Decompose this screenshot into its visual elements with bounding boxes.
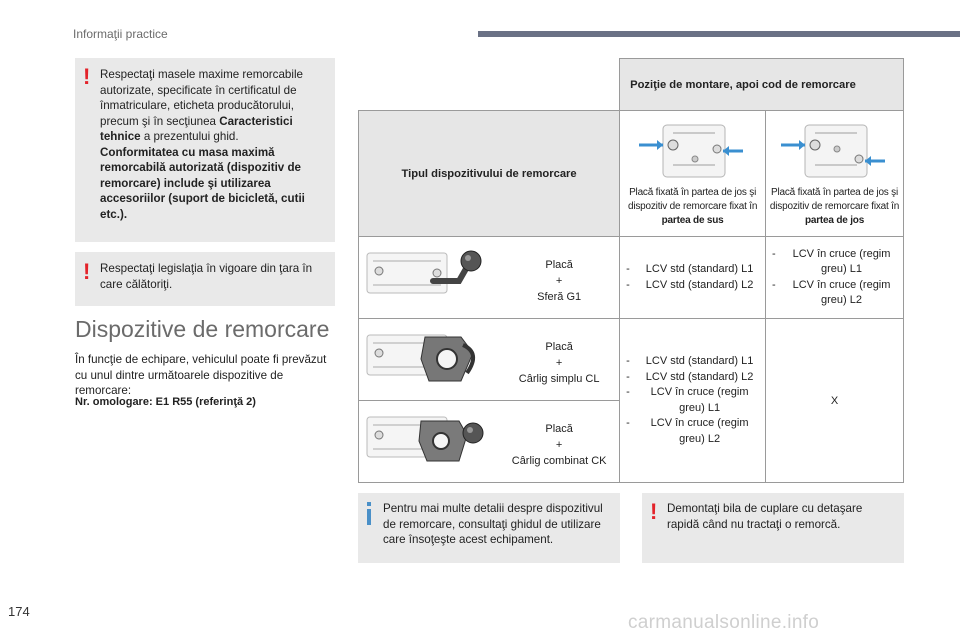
- tow-ball-icon: [363, 241, 493, 313]
- mount-top-diagram-icon: [633, 119, 753, 183]
- warning-icon: !: [83, 64, 91, 89]
- towing-device-table: [358, 58, 904, 483]
- mount-bottom-cell: [766, 111, 904, 237]
- mount-position-header: Poziţie de montare, apoi cod de remorcare: [620, 59, 904, 111]
- section-intro: În funcţie de echipare, vehiculul poate fi prevăzut cu unul dintre următoarele dispozitive de remorcare:: [75, 353, 327, 397]
- warning-text: Respectaţi legislaţia în vigoare din ţara în care călătoriţi.: [100, 262, 313, 291]
- homologation-number: Nr. omologare: E1 R55 (referinţă 2): [75, 396, 256, 408]
- mount-top-cell: [620, 111, 766, 237]
- info-box-details: [358, 493, 620, 563]
- row-ball-bottom-list: - LCV în cruce (regim greu) L1 - LCV în cruce (regim greu) L2: [766, 237, 904, 319]
- combined-hook-icon: [363, 405, 493, 477]
- info-icon: [367, 509, 371, 525]
- warning-icon: !: [83, 259, 91, 284]
- warning-text: Respectaţi masele maxime remorcabile autorizate, specificate în certificatul de înmatriculare, eticheta producătorului, precum şi în secţiunea Caracteristici tehnice a prezentului ghid.: [100, 68, 303, 143]
- mount-bottom-diagram-icon: [775, 119, 895, 183]
- mount-top-caption: Placă fixată în partea de jos şi dispozitiv de remorcare fixat în partea de sus: [627, 187, 758, 226]
- device-type-header: Tipul dispozitivului de remorcare: [359, 111, 620, 237]
- device-row-ball: Placă + Sferă G1: [359, 237, 620, 319]
- row-ball-top-list: - LCV std (standard) L1 - LCV std (standard) L2: [620, 237, 766, 319]
- watermark: carmanualsonline.info: [628, 612, 820, 633]
- warning-icon: !: [650, 499, 658, 524]
- warning-box-tow-ball: [642, 493, 904, 563]
- page-number: 174: [8, 604, 30, 619]
- warning-box-masses: [75, 58, 335, 242]
- simple-hook-icon: [363, 323, 493, 395]
- device-row-simple-hook: Placă + Cârlig simplu CL: [359, 319, 620, 401]
- warning-text: Demontaţi bila de cuplare cu detaşare rapidă când nu tractaţi o remorcă.: [667, 502, 863, 531]
- rows-hook-top-list: - LCV std (standard) L1 - LCV std (standard) L2 - LCV în cruce (regim greu) L1 - LCV în cruce (regim greu) L2: [620, 319, 766, 483]
- info-text: Pentru mai multe detalii despre dispozitivul de remorcare, consultaţi ghidul de utilizare care însoţeşte acest echipament.: [383, 502, 603, 546]
- section-header: Informaţii practice: [73, 27, 168, 41]
- device-row-combined-hook: Placă + Cârlig combinat CK: [359, 401, 620, 483]
- section-title: Dispozitive de remorcare: [75, 316, 330, 342]
- warning-box-legislation: [75, 252, 335, 306]
- header-bar: [478, 31, 960, 37]
- rows-hook-bottom-cell: X: [766, 319, 904, 483]
- warning-text-bold: Conformitatea cu masa maximă remorcabilă autorizată (dispozitiv de remorcare) include şi utilizarea accesoriilor (suport de bicicletă, cutii etc.).: [100, 145, 305, 221]
- mount-bottom-caption: Placă fixată în partea de jos şi dispozitiv de remorcare fixat în partea de jos: [769, 187, 900, 226]
